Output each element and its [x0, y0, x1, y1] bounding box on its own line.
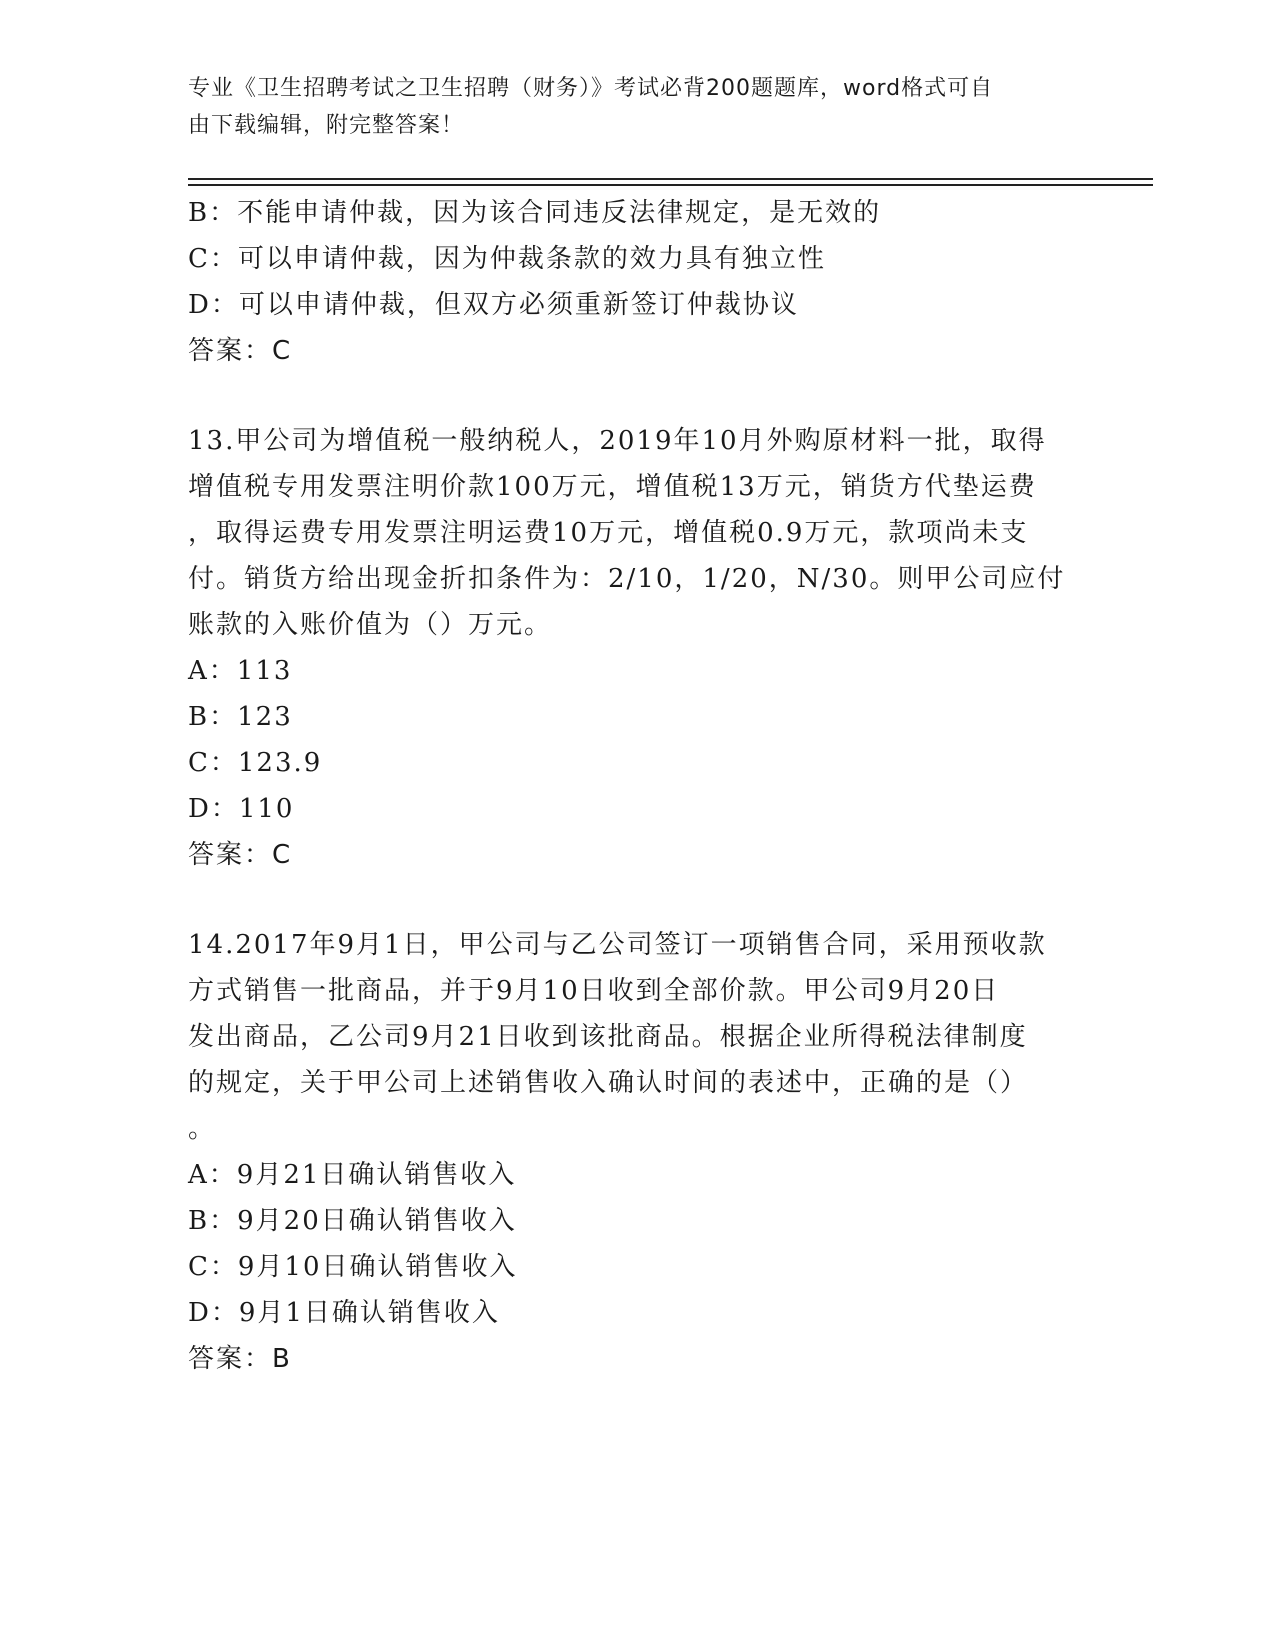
question-13: [188, 418, 1088, 878]
spacer: [188, 374, 1088, 418]
spacer: [188, 878, 1088, 922]
header-divider-bottom: [188, 184, 1153, 186]
option-c: C：可以申请仲裁，因为仲裁条款的效力具有独立性: [188, 244, 826, 274]
header-divider-top: [188, 178, 1153, 180]
answer: 答案：C: [188, 336, 293, 366]
document-header: [188, 70, 1088, 144]
option-d: D：110: [188, 794, 295, 824]
question-text-line: 付。销货方给出现金折扣条件为：2/10，1/20，N/30。则甲公司应付: [188, 564, 1066, 594]
question-text-line: 。: [188, 1114, 217, 1144]
header-line-2: 由下载编辑，附完整答案！: [188, 113, 465, 138]
question-text-line: ，取得运费专用发票注明运费10万元，增值税0.9万元，款项尚未支: [188, 518, 1029, 548]
question-text-line: 14.2017年9月1日，甲公司与乙公司签订一项销售合同，采用预收款: [188, 930, 1047, 960]
option-d: D：9月1日确认销售收入: [188, 1298, 500, 1328]
option-b: B：不能申请仲裁，因为该合同违反法律规定，是无效的: [188, 198, 882, 228]
document-body: [188, 190, 1088, 1382]
question-text-line: 方式销售一批商品，并于9月10日收到全部价款。甲公司9月20日: [188, 976, 1000, 1006]
question-text-line: 13.甲公司为增值税一般纳税人，2019年10月外购原材料一批，取得: [188, 426, 1047, 456]
answer: 答案：B: [188, 1344, 292, 1374]
option-a: A：9月21日确认销售收入: [188, 1160, 517, 1190]
header-line-1: 专业《卫生招聘考试之卫生招聘（财务）》考试必背200题题库，word格式可自: [188, 76, 994, 101]
option-d: D：可以申请仲裁，但双方必须重新签订仲裁协议: [188, 290, 799, 320]
question-text-line: 发出商品，乙公司9月21日收到该批商品。根据企业所得税法律制度: [188, 1022, 1028, 1052]
option-b: B：123: [188, 702, 293, 732]
question-text-line: 的规定，关于甲公司上述销售收入确认时间的表述中，正确的是（）: [188, 1068, 1029, 1098]
option-c: C：123.9: [188, 748, 323, 778]
question-14: [188, 922, 1088, 1382]
option-a: A：113: [188, 656, 293, 686]
question-12: [188, 190, 1088, 374]
option-b: B：9月20日确认销售收入: [188, 1206, 517, 1236]
option-c: C：9月10日确认销售收入: [188, 1252, 518, 1282]
answer: 答案：C: [188, 840, 293, 870]
question-text-line: 账款的入账价值为（）万元。: [188, 610, 553, 640]
question-text-line: 增值税专用发票注明价款100万元，增值税13万元，销货方代垫运费: [188, 472, 1037, 502]
